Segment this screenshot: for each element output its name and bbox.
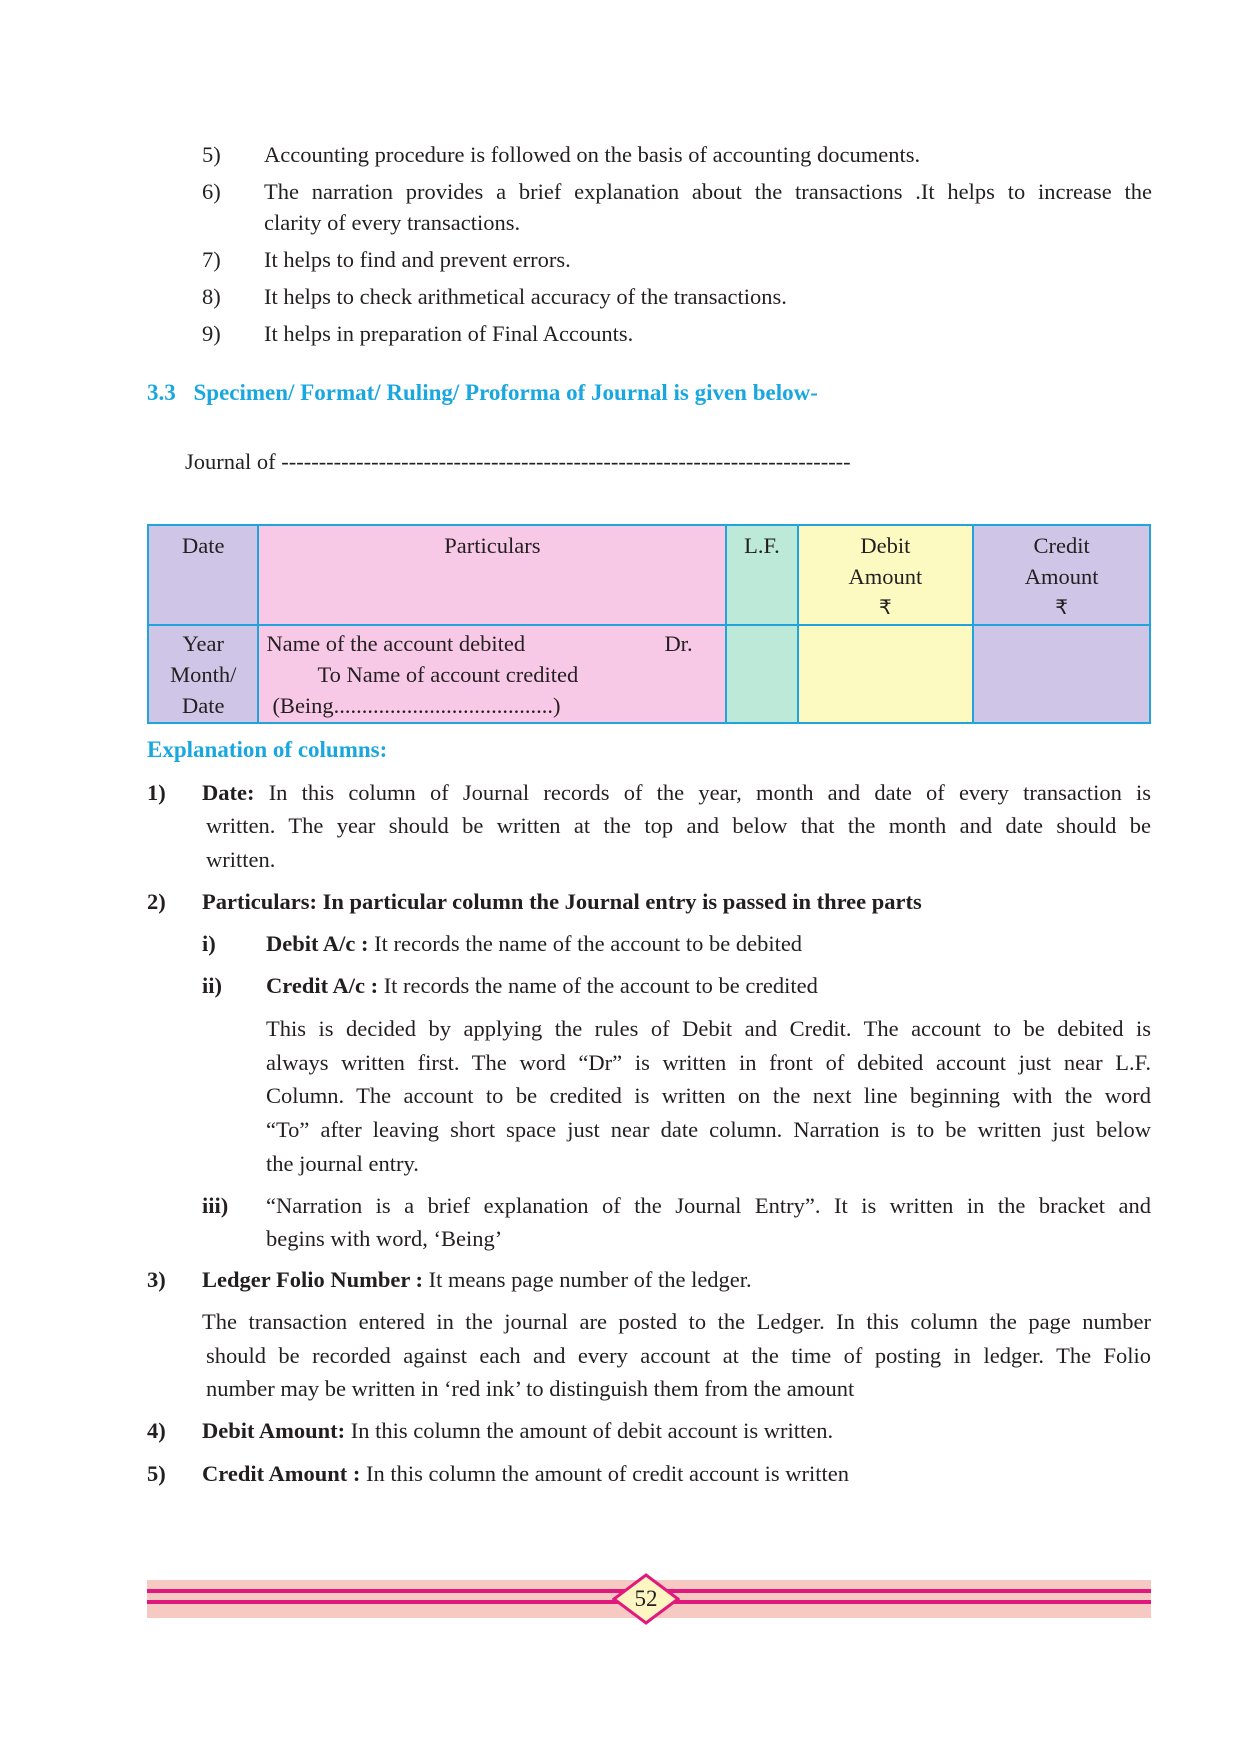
rupee-icon: ₹ [879, 595, 892, 619]
item-number: 4) [147, 1418, 166, 1443]
item-particulars-heading: Particulars: In particular column the Journal entry is passed in three parts [202, 889, 922, 914]
item-label: Debit Amount: [202, 1418, 346, 1443]
paragraph-line: Column. The account to be credited is written on the next line beginning with the word [266, 1083, 1151, 1108]
narration-line: (Being.......................................) [272, 693, 561, 718]
paragraph-line: “To” after leaving short space just near date column. Narration is to be written just below [266, 1117, 1151, 1142]
debited-account-line: Name of the account debited [266, 631, 526, 656]
sub-item-narration-line2: begins with word, ‘Being’ [266, 1226, 503, 1251]
cell-lf [726, 625, 797, 723]
cell-date-month: Month/ [170, 662, 237, 687]
list-number: 8) [202, 284, 221, 309]
header-debit-line1: Debit [860, 533, 911, 558]
list-text: It helps to find and prevent errors. [264, 247, 571, 272]
cell-debit-amount [798, 625, 974, 723]
header-debit-line2: Amount [848, 564, 923, 589]
sub-item-text: It records the name of the account to be credited [383, 973, 818, 998]
page-number-badge [612, 1573, 680, 1625]
item-text: In this column the amount of debit account is written. [350, 1418, 834, 1443]
list-text: It helps in preparation of Final Accounts. [264, 321, 634, 346]
paragraph-line: The transaction entered in the journal are posted to the Ledger. In this column the page number [202, 1309, 1151, 1334]
header-particulars-label: Particulars [444, 533, 541, 558]
item-number: 2) [147, 889, 166, 914]
paragraph-line: This is decided by applying the rules of Debit and Credit. The account to be debited is [266, 1016, 1151, 1041]
sub-item-debit [266, 927, 1151, 961]
paragraph-line: should be recorded against each and every account at the time of posting in ledger. The Folio [206, 1343, 1151, 1368]
sub-item-number: ii) [202, 973, 222, 998]
cell-date [148, 625, 258, 723]
header-lf-label: L.F. [744, 533, 780, 558]
item-number: 1) [147, 780, 166, 805]
item-text: In this column the amount of credit account is written [365, 1461, 849, 1486]
item-text: It means page number of the ledger. [428, 1267, 752, 1292]
table-header-row [148, 525, 1150, 625]
cell-date-year: Year [182, 631, 224, 656]
header-credit-amount [973, 525, 1150, 625]
header-date [148, 525, 258, 625]
page-number: 52 [634, 1586, 658, 1611]
paragraph-line: always written first. The word “Dr” is written in front of debited account just near L.F. [266, 1050, 1151, 1075]
credited-account-line: To Name of account credited [317, 662, 579, 687]
item-number: 5) [147, 1461, 166, 1486]
explanation-heading: Explanation of columns: [147, 737, 388, 762]
section-number: 3.3 [147, 380, 176, 405]
sub-item-narration-line1: “Narration is a brief explanation of the Journal Entry”. It is written in the bracket and [266, 1193, 1151, 1218]
item-ledger-folio [202, 1263, 1151, 1297]
cell-date-date: Date [181, 693, 225, 718]
item-label: Credit Amount : [202, 1461, 361, 1486]
item-label: Date: [202, 780, 255, 805]
list-number: 9) [202, 321, 221, 346]
list-number: 7) [202, 247, 221, 272]
item-date-line2: written. The year should be written at the top and below that the month and date should be [206, 813, 1151, 838]
list-text: It helps to check arithmetical accuracy of the transactions. [264, 284, 787, 309]
item-text: In this column of Journal records of the year, month and date of every transaction is [268, 780, 1152, 805]
header-lf [726, 525, 797, 625]
cell-particulars [258, 625, 726, 723]
section-title: Specimen/ Format/ Ruling/ Proforma of Journal is given below- [193, 380, 818, 405]
table-row [148, 625, 1150, 723]
list-text: clarity of every transactions. [264, 210, 521, 235]
section-heading [147, 380, 818, 406]
list-number: 6) [202, 179, 221, 204]
item-number: 3) [147, 1267, 166, 1292]
item-label: Ledger Folio Number : [202, 1267, 424, 1292]
paragraph-line: the journal entry. [266, 1151, 419, 1176]
header-credit-line1: Credit [1033, 533, 1090, 558]
dr-label: Dr. [664, 631, 693, 656]
sub-item-credit [266, 969, 1151, 1003]
sub-item-label: Credit A/c : [266, 973, 379, 998]
header-credit-line2: Amount [1024, 564, 1099, 589]
rupee-icon: ₹ [1055, 595, 1068, 619]
item-date-line3: written. [206, 847, 276, 872]
item-debit-amount [202, 1414, 1151, 1448]
sub-item-number: i) [202, 931, 216, 956]
sub-item-label: Debit A/c : [266, 931, 369, 956]
list-text: Accounting procedure is followed on the basis of accounting documents. [264, 142, 921, 167]
cell-credit-amount [973, 625, 1150, 723]
sub-item-number: iii) [202, 1193, 229, 1218]
list-number: 5) [202, 142, 221, 167]
journal-specimen-table [147, 524, 1151, 724]
header-date-label: Date [181, 533, 225, 558]
sub-item-text: It records the name of the account to be debited [374, 931, 803, 956]
header-particulars [258, 525, 726, 625]
header-debit-amount [798, 525, 974, 625]
journal-of-line: Journal of ---------------------------------------------------------------------------- [185, 449, 851, 474]
paragraph-line: number may be written in ‘red ink’ to distinguish them from the amount [206, 1376, 855, 1401]
item-date-line1 [202, 776, 1151, 810]
list-text: The narration provides a brief explanation about the transactions .It helps to increase the [264, 179, 1152, 204]
item-credit-amount [202, 1457, 1151, 1491]
